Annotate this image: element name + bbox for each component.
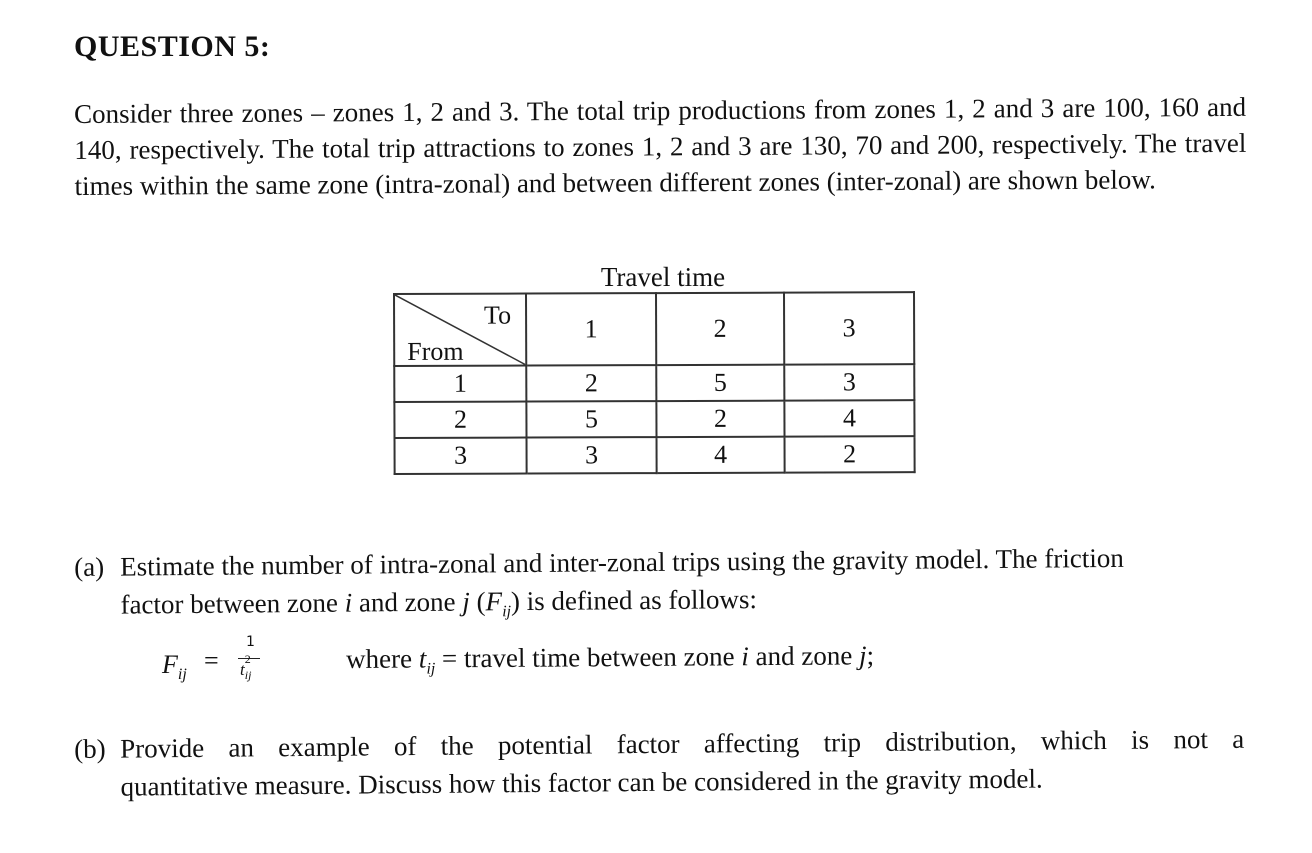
part-a	[74, 538, 1244, 621]
intro-paragraph: Consider three zones – zones 1, 2 and 3. The total trip productions from zones 1, 2 and 3 are 100, 160 and 140, respectively. The total trip attractions to zones 1, 2 and 3 are 130, 70 and 200, respectively. The travel times within the same zone (intra-zonal) and between different zones (inter-zonal) are shown below.	[74, 91, 1247, 201]
column-header: 2	[656, 293, 784, 365]
travel-time-table	[393, 291, 916, 475]
table-row	[395, 436, 915, 474]
formula-definition: where $t_{ij}$ = travel time between zone i and zone j;	[346, 640, 875, 678]
table-cell: 5	[526, 401, 656, 437]
formula-lhs: $F_{ij}$	[162, 650, 187, 683]
table-caption: Travel time	[600, 262, 726, 292]
row-header: 3	[395, 438, 527, 474]
table-cell: 3	[784, 364, 914, 400]
corner-from-label: From	[407, 336, 464, 366]
table-cell: 2	[656, 401, 784, 437]
column-header: 3	[784, 292, 914, 364]
friction-factor-formula	[162, 634, 282, 698]
table-cell: 4	[784, 400, 914, 436]
formula-numerator: 1	[246, 634, 255, 650]
part-a-line2: factor between zone i and zone j $(F_{ij})$ is defined as follows:	[120, 584, 758, 621]
table-row	[394, 364, 914, 402]
part-a-text	[120, 539, 1124, 635]
part-a-label: (a)	[74, 551, 105, 582]
question-title: QUESTION 5:	[74, 30, 271, 63]
table-cell: 2	[526, 365, 656, 401]
part-b	[74, 720, 1245, 802]
part-b-label: (b)	[74, 733, 106, 764]
table-cell: 5	[656, 365, 784, 401]
table-cell: 2	[785, 436, 915, 472]
table-corner-cell	[394, 294, 526, 366]
row-header: 2	[394, 402, 526, 438]
part-a-line1: Estimate the number of intra-zonal and inter-zonal trips using the gravity model. The friction	[120, 542, 1124, 582]
part-b-line2: quantitative measure. Discuss how this factor can be considered in the gravity model.	[120, 763, 1043, 802]
formula-denominator: t 2 ij	[240, 652, 252, 682]
corner-to-label: To	[483, 300, 512, 330]
column-header: 1	[526, 293, 656, 365]
row-header: 1	[394, 366, 526, 402]
table-cell: 4	[657, 437, 785, 473]
table-row	[394, 400, 914, 438]
table-header-row	[394, 292, 914, 366]
table-cell: 3	[527, 437, 657, 473]
formula-equals: =	[204, 646, 219, 675]
part-b-line1: Provide an example of the potential factor affecting trip distribution, which is not a	[120, 723, 1245, 764]
